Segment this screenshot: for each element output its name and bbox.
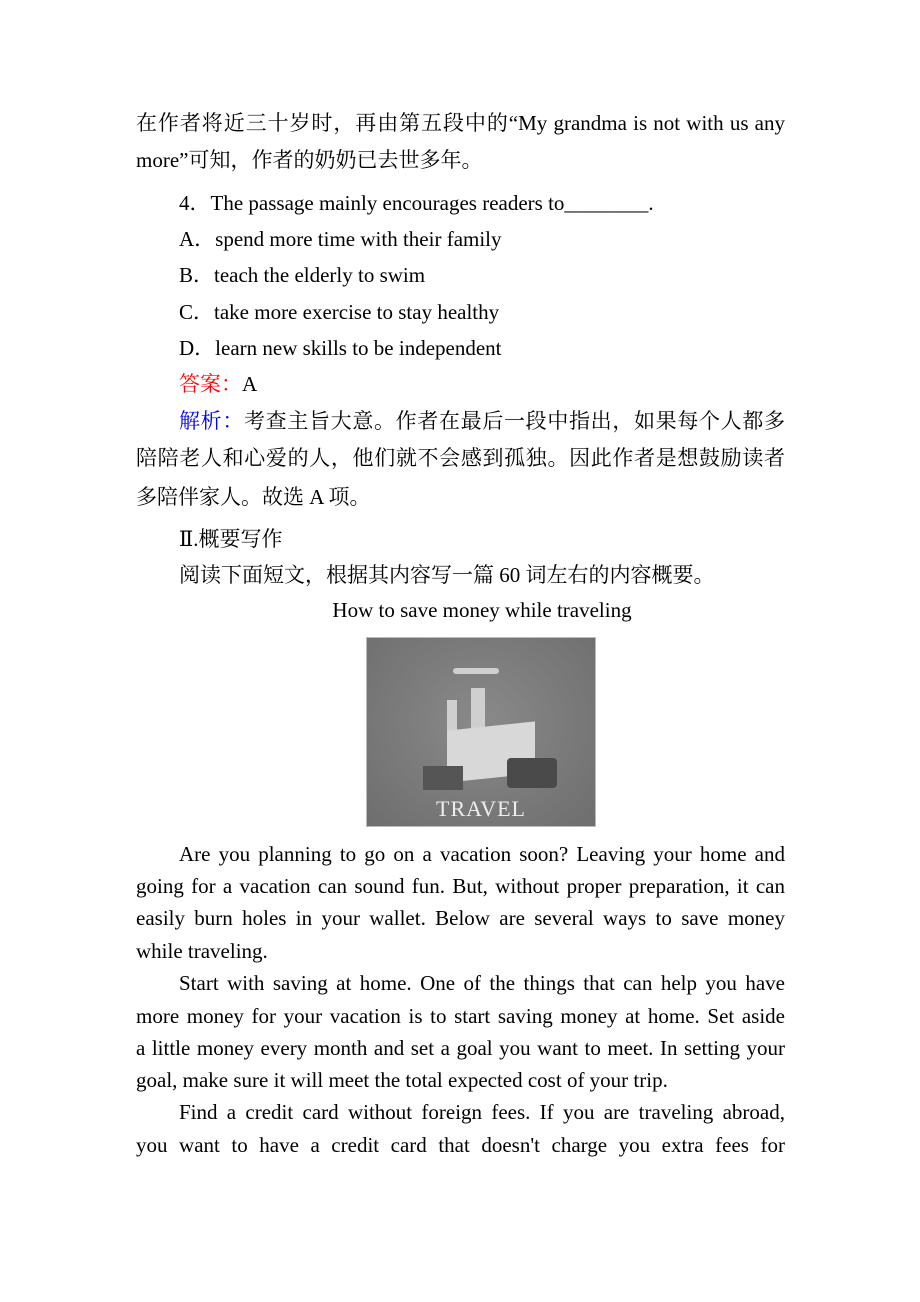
section-heading: Ⅱ.概要写作 <box>179 527 283 551</box>
option-d: D．learn new skills to be independent <box>179 336 502 360</box>
image-caption: TRAVEL <box>436 796 526 821</box>
paragraph-line: a little money every month and set a goal you want to meet. In setting your <box>136 1036 785 1060</box>
paragraph-line: going for a vacation can sound fun. But, without proper preparation, it can <box>136 874 785 898</box>
explanation-line: 在作者将近三十岁时，再由第五段中的“My grandma is not with us any <box>136 111 785 135</box>
travel-illustration <box>366 637 596 827</box>
paragraph-line: goal, make sure it will meet the total expected cost of your trip. <box>136 1068 668 1092</box>
analysis-line: 陪陪老人和心爱的人，他们就不会感到孤独。因此作者是想鼓励读者 <box>136 446 785 470</box>
suitcase-icon <box>507 758 557 788</box>
question-stem: 4．The passage mainly encourages readers to________. <box>179 191 654 215</box>
airplane-icon <box>453 668 499 674</box>
answer-value: A <box>242 372 258 396</box>
paragraph-line: while traveling. <box>136 939 268 963</box>
analysis-text: 考查主旨大意。作者在最后一段中指出，如果每个人都多 <box>244 409 785 433</box>
analysis-line: 多陪伴家人。故选 A 项。 <box>136 485 371 509</box>
option-c: C．take more exercise to stay healthy <box>179 300 500 324</box>
answer-line <box>179 371 785 397</box>
analysis-label: 解析： <box>179 409 244 433</box>
paragraph-line: easily burn holes in your wallet. Below are several ways to save money <box>136 906 785 930</box>
passage-title: How to save money while traveling <box>332 598 632 622</box>
paragraph-line: Find a credit card without foreign fees. If you are traveling abroad, <box>179 1100 785 1124</box>
paragraph-line: more money for your vacation is to start saving money at home. Set aside <box>136 1004 785 1028</box>
paragraph-line: Start with saving at home. One of the things that can help you have <box>179 971 785 995</box>
paragraph-line: you want to have a credit card that doesn't charge you extra fees for <box>136 1133 785 1157</box>
option-b: B．teach the elderly to swim <box>179 263 426 287</box>
paragraph-line: Are you planning to go on a vacation soon? Leaving your home and <box>179 842 785 866</box>
explanation-line: more”可知，作者的奶奶已去世多年。 <box>136 148 483 172</box>
analysis-line <box>179 408 785 434</box>
instruction: 阅读下面短文，根据其内容写一篇 60 词左右的内容概要。 <box>179 563 715 587</box>
answer-label: 答案： <box>179 372 242 396</box>
option-a: A．spend more time with their family <box>179 227 502 251</box>
bag-icon <box>423 766 463 790</box>
